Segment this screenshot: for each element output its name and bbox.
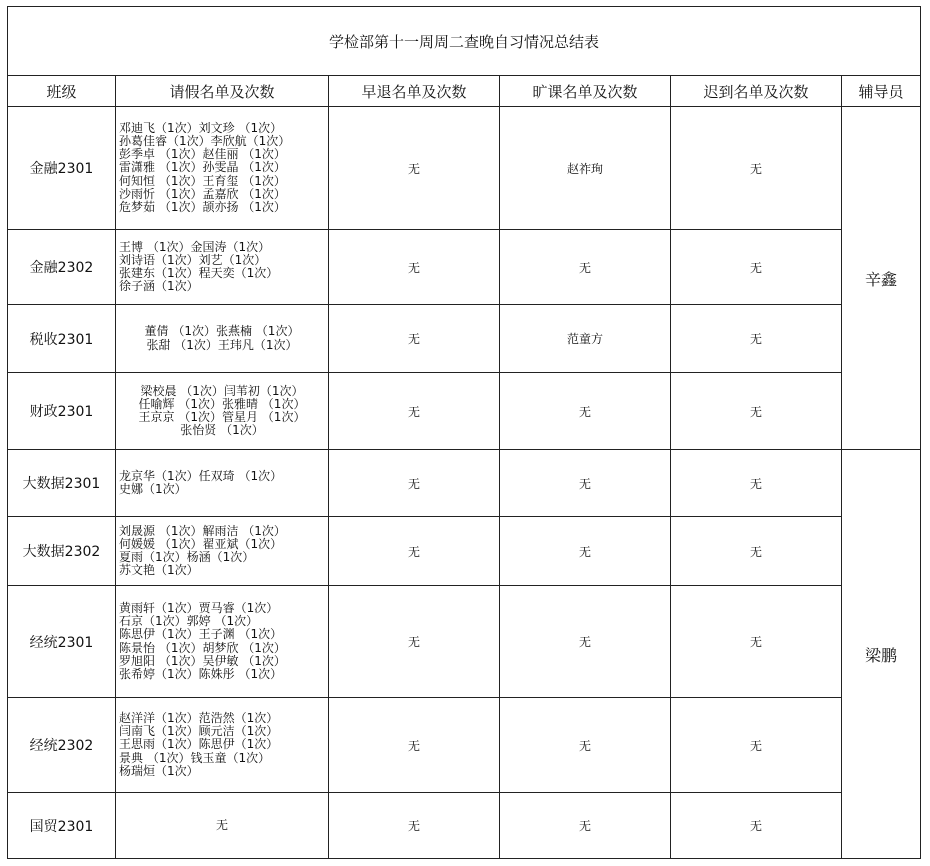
header-row <box>8 76 921 107</box>
leave-entry: 史娜（1次） <box>119 482 187 496</box>
table-row <box>8 793 921 859</box>
absent-value: 无 <box>500 450 671 517</box>
absent-value: 无 <box>500 793 671 859</box>
early-leave-value: 无 <box>329 107 500 230</box>
absent-value: 无 <box>500 373 671 450</box>
late-value: 无 <box>671 107 842 230</box>
summary-table <box>7 6 921 859</box>
late-value: 无 <box>671 698 842 793</box>
header-counselor: 辅导员 <box>842 76 921 107</box>
class-name: 经统2302 <box>8 698 116 793</box>
leave-entry: 王京京 （1次）管星月 （1次） <box>138 410 306 424</box>
table-row <box>8 698 921 793</box>
leave-list <box>116 793 329 859</box>
leave-list <box>116 107 329 230</box>
leave-list <box>116 230 329 305</box>
header-late: 迟到名单及次数 <box>671 76 842 107</box>
absent-value: 赵祚珣 <box>500 107 671 230</box>
counselor-name: 辛鑫 <box>842 107 921 450</box>
absent-value: 无 <box>500 698 671 793</box>
header-leave: 请假名单及次数 <box>116 76 329 107</box>
late-value: 无 <box>671 373 842 450</box>
table-title: 学检部第十一周周二查晚自习情况总结表 <box>8 7 921 76</box>
early-leave-value: 无 <box>329 517 500 586</box>
late-value: 无 <box>671 517 842 586</box>
header-absent: 旷课名单及次数 <box>500 76 671 107</box>
leave-entry: 龙京华（1次）任双琦 （1次） <box>119 468 283 483</box>
absent-value: 无 <box>500 517 671 586</box>
leave-entry: 王思雨（1次）陈思伊（1次） <box>119 737 279 752</box>
absent-value: 无 <box>500 230 671 305</box>
early-leave-value: 无 <box>329 586 500 698</box>
late-value: 无 <box>671 305 842 373</box>
table-row <box>8 586 921 698</box>
table-row <box>8 373 921 450</box>
leave-list <box>116 450 329 517</box>
leave-list <box>116 305 329 373</box>
leave-entry: 何知恒 （1次）王育玺 （1次） <box>119 173 286 188</box>
leave-entry: 无 <box>215 817 228 832</box>
leave-list <box>116 586 329 698</box>
class-name: 大数据2301 <box>8 450 116 517</box>
leave-entry: 赵洋洋（1次）范浩然（1次） <box>119 710 279 725</box>
early-leave-value: 无 <box>329 450 500 517</box>
leave-entry: 陈思伊（1次）王子渊 （1次） <box>119 627 283 642</box>
leave-entry: 梁校晨 （1次）闫苇初（1次） <box>140 383 304 398</box>
leave-entry: 张怡贤 （1次） <box>180 423 264 438</box>
leave-entry: 孙葛佳睿（1次）李欣航（1次） <box>119 133 291 148</box>
early-leave-value: 无 <box>329 230 500 305</box>
header-early-leave: 早退名单及次数 <box>329 76 500 107</box>
leave-entry: 危梦茹 （1次）颉亦扬 （1次） <box>119 200 286 214</box>
late-value: 无 <box>671 793 842 859</box>
counselor-name: 梁鹏 <box>842 450 921 859</box>
early-leave-value: 无 <box>329 305 500 373</box>
leave-entry: 董倩 （1次）张燕楠 （1次） <box>144 324 300 339</box>
leave-entry: 杨瑞烜（1次） <box>119 763 199 778</box>
leave-entry: 何媛媛 （1次）翟亚斌（1次） <box>119 536 283 551</box>
leave-entry: 黄雨轩（1次）贾马睿（1次） <box>119 600 279 615</box>
absent-value: 无 <box>500 586 671 698</box>
leave-entry: 徐子涵（1次） <box>119 279 199 294</box>
leave-entry: 闫南飞（1次）顾元洁（1次） <box>119 724 279 739</box>
class-name: 金融2301 <box>8 107 116 230</box>
class-name: 大数据2302 <box>8 517 116 586</box>
leave-entry: 苏文艳（1次） <box>119 563 199 578</box>
leave-entry: 夏雨（1次）杨涵（1次） <box>119 550 255 564</box>
class-name: 财政2301 <box>8 373 116 450</box>
class-name: 国贸2301 <box>8 793 116 859</box>
leave-entry: 张甜 （1次）王玮凡（1次） <box>146 337 298 352</box>
table-row <box>8 230 921 305</box>
table-row <box>8 305 921 373</box>
late-value: 无 <box>671 450 842 517</box>
leave-entry: 雷潇雅 （1次）孙雯晶 （1次） <box>119 160 286 175</box>
leave-list <box>116 517 329 586</box>
leave-entry: 刘诗语（1次）刘艺（1次） <box>119 252 267 267</box>
early-leave-value: 无 <box>329 793 500 859</box>
leave-list <box>116 373 329 450</box>
header-class: 班级 <box>8 76 116 107</box>
class-name: 经统2301 <box>8 586 116 698</box>
leave-entry: 张建东（1次）程天奕（1次） <box>119 266 279 280</box>
late-value: 无 <box>671 586 842 698</box>
leave-entry: 石京（1次）郭婷 （1次） <box>119 614 259 629</box>
leave-list <box>116 698 329 793</box>
leave-entry: 刘晟源 （1次）解雨洁 （1次） <box>119 523 286 538</box>
early-leave-value: 无 <box>329 373 500 450</box>
leave-entry: 景典 （1次）钱玉童（1次） <box>119 750 271 765</box>
table-row <box>8 107 921 230</box>
leave-entry: 陈景怡 （1次）胡梦欣 （1次） <box>119 640 286 655</box>
class-name: 金融2302 <box>8 230 116 305</box>
absent-value: 范童方 <box>500 305 671 373</box>
table-row <box>8 450 921 517</box>
class-name: 税收2301 <box>8 305 116 373</box>
leave-entry: 张希婷（1次）陈姝彤 （1次） <box>119 666 283 681</box>
early-leave-value: 无 <box>329 698 500 793</box>
leave-entry: 王博 （1次）金国涛（1次） <box>119 239 271 254</box>
leave-entry: 沙雨忻 （1次）孟嘉欣 （1次） <box>119 186 286 201</box>
late-value: 无 <box>671 230 842 305</box>
leave-entry: 罗旭阳 （1次）吴伊敏 （1次） <box>119 653 286 668</box>
leave-entry: 邓迪飞（1次）刘文珍 （1次） <box>119 120 283 135</box>
table-row <box>8 517 921 586</box>
leave-entry: 彭季卓 （1次）赵佳丽 （1次） <box>119 147 286 162</box>
leave-entry: 任喻辉 （1次）张雅晴 （1次） <box>138 396 306 411</box>
